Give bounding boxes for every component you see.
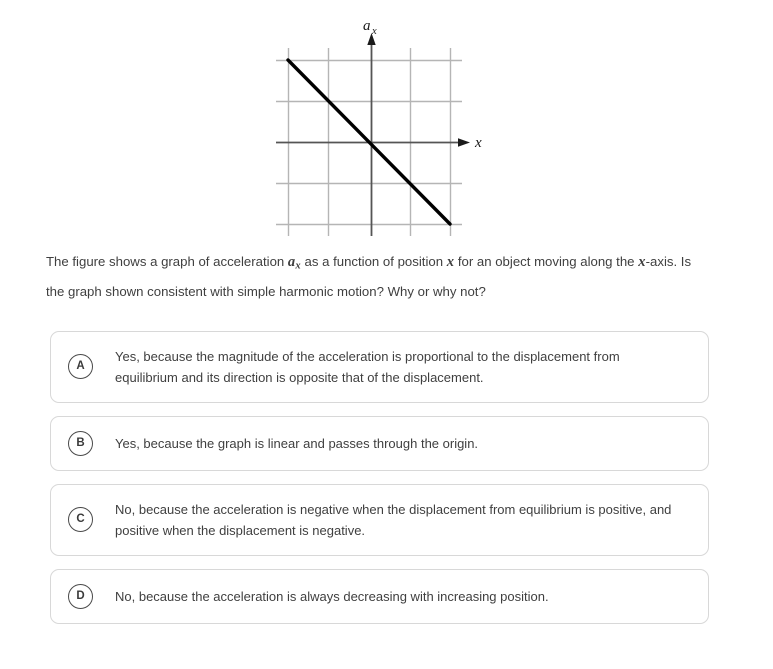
y-axis-label: a <box>363 18 371 34</box>
question-part-1: The figure shows a graph of acceleration <box>46 254 288 269</box>
option-badge-c: C <box>68 507 93 532</box>
math-variable-ax <box>288 254 301 270</box>
y-axis <box>367 33 375 236</box>
answer-options-list <box>0 305 773 624</box>
answer-option-a[interactable] <box>50 331 709 403</box>
y-axis-label-subscript: x <box>372 26 377 37</box>
x-axis-label: x <box>475 135 482 151</box>
option-badge-a: A <box>68 354 93 379</box>
question-part-3: for an object moving along the <box>454 254 639 269</box>
x-axis-arrowhead <box>458 138 470 146</box>
answer-option-b[interactable] <box>50 416 709 471</box>
math-variable-x-2: x <box>638 254 646 270</box>
answer-option-d[interactable] <box>50 569 709 624</box>
option-badge-d: D <box>68 584 93 609</box>
question-part-2: as a function of position <box>300 254 447 269</box>
acceleration-position-graph <box>0 0 773 248</box>
option-text-d: No, because the acceleration is always decreasing with increasing position. <box>115 588 549 604</box>
figure-container <box>0 0 773 248</box>
option-text-c: No, because the acceleration is negative when the displacement from equilibrium is positive, and positive when the displacement is negative. <box>115 501 672 538</box>
math-ax-subscript: x <box>295 260 301 272</box>
question-part-4: -axis. Is the graph shown consistent with simple harmonic motion? Why or why not? <box>46 254 692 299</box>
option-badge-b: B <box>68 431 93 456</box>
question-text <box>0 248 773 305</box>
answer-option-c[interactable] <box>50 484 709 556</box>
option-text-b: Yes, because the graph is linear and passes through the origin. <box>115 435 479 451</box>
math-variable-x-1: x <box>446 254 455 270</box>
option-text-a: Yes, because the magnitude of the acceleration is proportional to the displacement from equilibrium and its direction is opposite that of the displacement. <box>115 348 620 385</box>
math-ax-base: a <box>287 254 296 270</box>
